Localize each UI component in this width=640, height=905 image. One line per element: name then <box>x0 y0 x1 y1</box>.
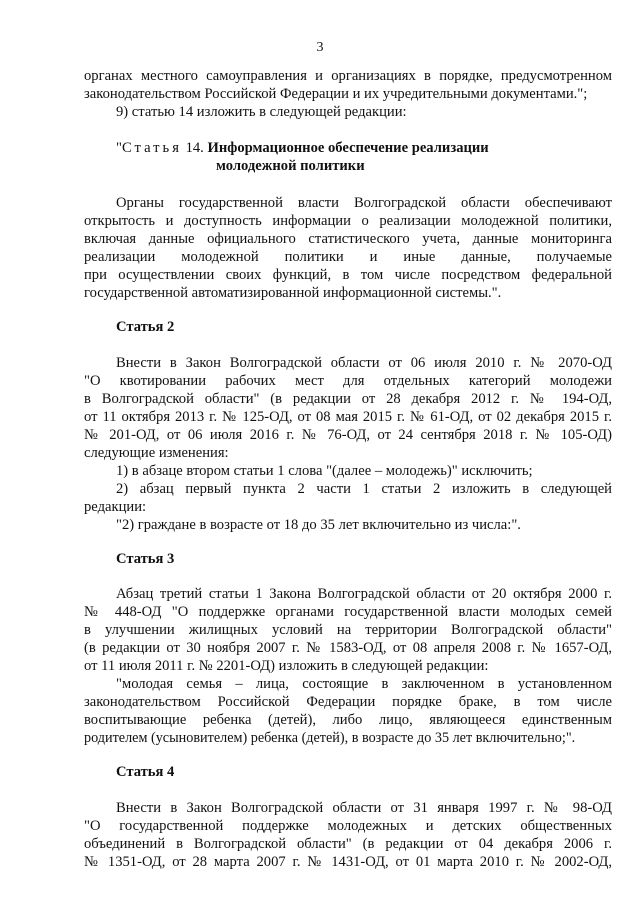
article-title: Информационное обеспечение реализации <box>207 140 489 156</box>
text-line: от 11 июля 2011 г. № 2201-ОД) изложить в следующей редакции: <box>84 658 489 674</box>
text-line: 2) абзац первый пункта 2 части 1 статьи 2 изложить в следующей <box>116 481 612 497</box>
text-line: следующие изменения: <box>84 445 229 461</box>
article-14-heading <box>116 139 612 157</box>
article-3-heading: Статья 3 <box>116 551 175 567</box>
text-line: включая данные официального статистического учета, данные мониторинга <box>84 231 612 247</box>
page-number: 3 <box>316 40 324 55</box>
text-line: воспитывающие ребенка (детей), либо лицо, являющееся единственным <box>84 712 612 728</box>
text-line: реализации молодежной политики и иные данные, получаемые <box>84 249 612 265</box>
text-line: Внести в Закон Волгоградской области от 06 июля 2010 г. № 2070-ОД <box>116 355 612 371</box>
text-line: объединений в Волгоградской области" (в редакции от 04 декабря 2006 г. <box>84 836 612 852</box>
text-line: Внести в Закон Волгоградской области от 31 января 1997 г. № 98-ОД <box>116 800 612 816</box>
text-line: в улучшении жилищных условий на территории Волгоградской области" <box>84 622 612 638</box>
text-line: "О государственной поддержке молодежных и детских общественных <box>84 818 612 834</box>
text-line: законодательством Российской Федерации и их учредительными документами."; <box>84 86 588 102</box>
text-line: органах местного самоуправления и организациях в порядке, предусмотренном <box>84 68 612 84</box>
text-line: при осуществлении своих функций, в том числе посредством федеральной <box>84 267 612 283</box>
text-line: "О квотировании рабочих мест для отдельных категорий молодежи <box>84 373 612 389</box>
text-line: родителем (усыновителем) ребенка (детей), в возрасте до 35 лет включительно;". <box>84 730 576 746</box>
article-title-cont: молодежной политики <box>216 158 365 174</box>
text-line: Абзац третий статьи 1 Закона Волгоградской области от 20 октября 2000 г. <box>116 586 612 602</box>
text-line: № 448-ОД "О поддержке органами государственной власти молодых семей <box>84 604 612 620</box>
article-4-heading: Статья 4 <box>116 764 175 780</box>
text-line: законодательством Российской Федерации порядке браке, в том числе <box>84 694 612 710</box>
article-word: Статья <box>121 140 182 156</box>
text-line: "2) граждане в возрасте от 18 до 35 лет включительно из числа:". <box>116 517 521 533</box>
text-line: от 11 октября 2013 г. № 125-ОД, от 08 мая 2015 г. № 61-ОД, от 02 декабря 2015 г. <box>84 409 612 425</box>
text-line: открытость и доступность информации о реализации молодежной политики, <box>84 213 612 229</box>
article-2-heading: Статья 2 <box>116 319 175 335</box>
text-line: 1) в абзаце втором статьи 1 слова "(далее – молодежь)" исключить; <box>116 463 533 479</box>
text-line: в Волгоградской области" (в редакции от 28 декабря 2012 г. № 194-ОД, <box>84 391 612 407</box>
article-number: 14. <box>181 140 208 156</box>
text-line: государственной автоматизированной информационной системы.". <box>84 285 502 301</box>
text-line: редакции: <box>84 499 147 515</box>
text-line: № 1351-ОД, от 28 марта 2007 г. № 1431-ОД, от 01 марта 2010 г. № 2002-ОД, <box>84 854 612 870</box>
open-quote: " <box>116 140 122 156</box>
text-line: Органы государственной власти Волгоградской области обеспечивают <box>116 195 612 211</box>
text-line: "молодая семья – лица, состоящие в заключенном в установленном <box>116 676 612 692</box>
text-line: № 201-ОД, от 06 июля 2016 г. № 76-ОД, от 24 сентября 2018 г. № 105-ОД) <box>84 427 612 443</box>
text-line: (в редакции от 30 ноября 2007 г. № 1583-ОД, от 08 апреля 2008 г. № 1657-ОД, <box>84 640 612 656</box>
text-line: 9) статью 14 изложить в следующей редакции: <box>116 104 407 120</box>
